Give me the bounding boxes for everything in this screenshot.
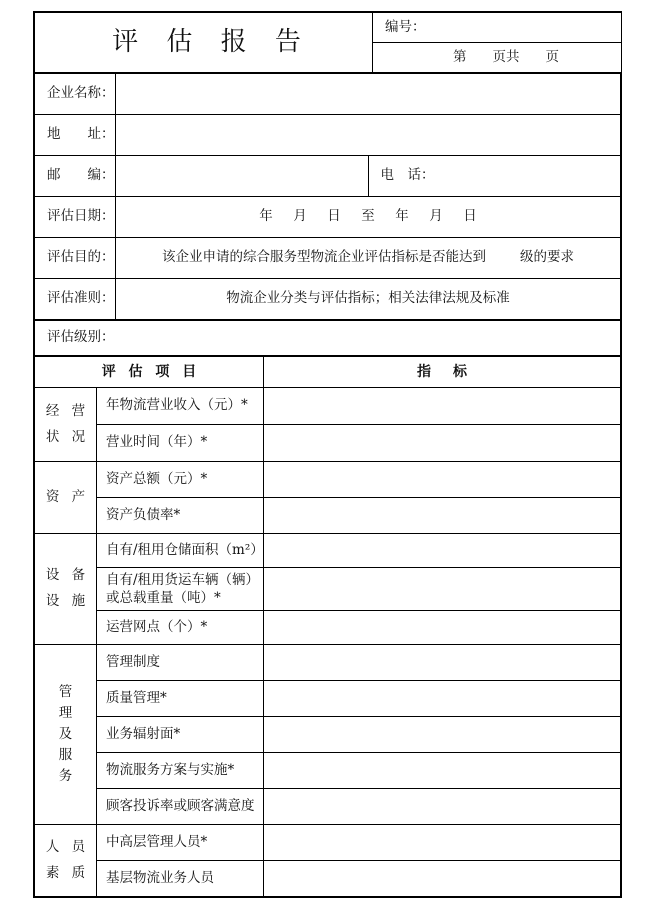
evaluation-header-row bbox=[35, 357, 621, 388]
table-row bbox=[35, 717, 621, 753]
date-day-2: 日 bbox=[463, 208, 477, 225]
indicator-warehouse-area[interactable] bbox=[264, 534, 621, 568]
item-annual-logistics-revenue: 年物流营业收入（元）* bbox=[97, 388, 264, 425]
date-month-1: 月 bbox=[293, 208, 307, 225]
row-address bbox=[35, 115, 621, 156]
table-row bbox=[35, 825, 621, 861]
assessment-date-label: 评估日期： bbox=[35, 197, 116, 238]
assessment-date-input[interactable] bbox=[116, 197, 621, 238]
company-info-table bbox=[34, 73, 621, 320]
row-postal-phone: 邮 编： 电 话： bbox=[35, 156, 621, 197]
date-year-1: 年 bbox=[259, 208, 273, 225]
category-line: 人 员 bbox=[45, 838, 90, 855]
indicator-debt-ratio[interactable] bbox=[264, 498, 621, 534]
category-line: 管 bbox=[58, 684, 73, 701]
assessment-report-form bbox=[33, 11, 622, 898]
item-operation-outlets: 运营网点（个）* bbox=[97, 611, 264, 645]
table-row bbox=[35, 498, 621, 534]
date-month-2: 月 bbox=[429, 208, 443, 225]
item-business-coverage: 业务辐射面* bbox=[97, 717, 264, 753]
indicator-senior-management-staff[interactable] bbox=[264, 825, 621, 861]
company-name-input[interactable] bbox=[116, 74, 621, 115]
address-input[interactable] bbox=[116, 115, 621, 156]
purpose-text-after: 级的要求 bbox=[520, 249, 574, 266]
table-row bbox=[35, 611, 621, 645]
category-line: 及 bbox=[58, 726, 73, 743]
indicator-business-coverage[interactable] bbox=[264, 717, 621, 753]
table-row bbox=[35, 462, 621, 498]
address-label: 地 址： bbox=[35, 115, 116, 156]
item-warehouse-area: 自有/租用仓储面积（m²） bbox=[97, 534, 264, 568]
table-row bbox=[35, 388, 621, 425]
indicator-operation-outlets[interactable] bbox=[264, 611, 621, 645]
table-row bbox=[35, 534, 621, 568]
row-criteria bbox=[35, 279, 621, 320]
criteria-text: 物流企业分类与评估指标；相关法律法规及标准 bbox=[116, 279, 621, 320]
indicator-total-assets[interactable] bbox=[264, 462, 621, 498]
purpose-text-before: 该企业申请的综合服务型物流企业评估指标是否能达到 bbox=[162, 249, 486, 266]
date-to: 至 bbox=[361, 208, 375, 225]
item-quality-management: 质量管理* bbox=[97, 681, 264, 717]
purpose-label: 评估目的： bbox=[35, 238, 116, 279]
row-assessment-level bbox=[35, 321, 621, 356]
table-row bbox=[35, 681, 621, 717]
level-table bbox=[34, 320, 621, 356]
item-senior-management-staff: 中高层管理人员* bbox=[97, 825, 264, 861]
category-line: 素 质 bbox=[45, 864, 90, 881]
date-day-1: 日 bbox=[327, 208, 341, 225]
page-label-first: 第 bbox=[453, 48, 467, 65]
category-line: 状 况 bbox=[45, 428, 90, 445]
category-personnel-quality bbox=[35, 825, 97, 897]
category-operating-status bbox=[35, 388, 97, 462]
page-count-field[interactable] bbox=[373, 43, 622, 73]
table-row bbox=[35, 789, 621, 825]
item-freight-vehicles: 自有/租用货运车辆（辆）或总载重量（吨）* bbox=[97, 568, 264, 611]
item-frontline-logistics-staff: 基层物流业务人员 bbox=[97, 861, 264, 897]
item-service-plan: 物流服务方案与实施* bbox=[97, 753, 264, 789]
purpose-text bbox=[116, 238, 621, 279]
report-number-field[interactable]: 编号： bbox=[373, 13, 622, 43]
item-customer-satisfaction: 顾客投诉率或顾客满意度 bbox=[97, 789, 264, 825]
col-header-indicator: 指 标 bbox=[264, 357, 621, 388]
evaluation-table bbox=[34, 356, 621, 897]
row-purpose bbox=[35, 238, 621, 279]
postal-code-label: 邮 编： bbox=[35, 156, 116, 197]
item-debt-ratio: 资产负债率* bbox=[97, 498, 264, 534]
item-total-assets: 资产总额（元）* bbox=[97, 462, 264, 498]
category-line: 经 营 bbox=[45, 402, 90, 419]
indicator-annual-logistics-revenue[interactable] bbox=[264, 388, 621, 425]
indicator-business-duration[interactable] bbox=[264, 425, 621, 462]
table-row bbox=[35, 861, 621, 897]
page-label-mid: 页共 bbox=[492, 48, 520, 65]
table-row bbox=[35, 425, 621, 462]
row-assessment-date bbox=[35, 197, 621, 238]
category-line: 资 产 bbox=[45, 488, 90, 505]
category-line: 服 bbox=[58, 746, 73, 763]
table-row bbox=[35, 753, 621, 789]
indicator-freight-vehicles[interactable] bbox=[264, 568, 621, 611]
date-year-2: 年 bbox=[395, 208, 409, 225]
item-management-system: 管理制度 bbox=[97, 645, 264, 681]
page-label-last: 页 bbox=[545, 48, 559, 65]
header-table bbox=[34, 12, 622, 73]
category-line: 务 bbox=[58, 767, 73, 784]
assessment-level-field[interactable]: 评估级别： bbox=[35, 321, 621, 356]
category-line: 设 备 bbox=[45, 567, 90, 584]
row-company-name bbox=[35, 74, 621, 115]
category-management-service bbox=[35, 645, 97, 825]
indicator-service-plan[interactable] bbox=[264, 753, 621, 789]
company-name-label: 企业名称： bbox=[35, 74, 116, 115]
page-title: 评 估 报 告 bbox=[35, 13, 373, 73]
indicator-frontline-logistics-staff[interactable] bbox=[264, 861, 621, 897]
col-header-item: 评 估 项 目 bbox=[35, 357, 264, 388]
category-assets bbox=[35, 462, 97, 534]
indicator-customer-satisfaction[interactable] bbox=[264, 789, 621, 825]
indicator-management-system[interactable] bbox=[264, 645, 621, 681]
postal-code-input[interactable] bbox=[116, 156, 369, 197]
category-line: 设 施 bbox=[45, 593, 90, 609]
category-equipment-facilities bbox=[35, 534, 97, 645]
indicator-quality-management[interactable] bbox=[264, 681, 621, 717]
criteria-label: 评估准则： bbox=[35, 279, 116, 320]
table-row bbox=[35, 568, 621, 611]
category-line: 理 bbox=[58, 705, 73, 722]
header-row-top bbox=[35, 13, 622, 43]
item-business-duration: 营业时间（年）* bbox=[97, 425, 264, 462]
table-row bbox=[35, 645, 621, 681]
